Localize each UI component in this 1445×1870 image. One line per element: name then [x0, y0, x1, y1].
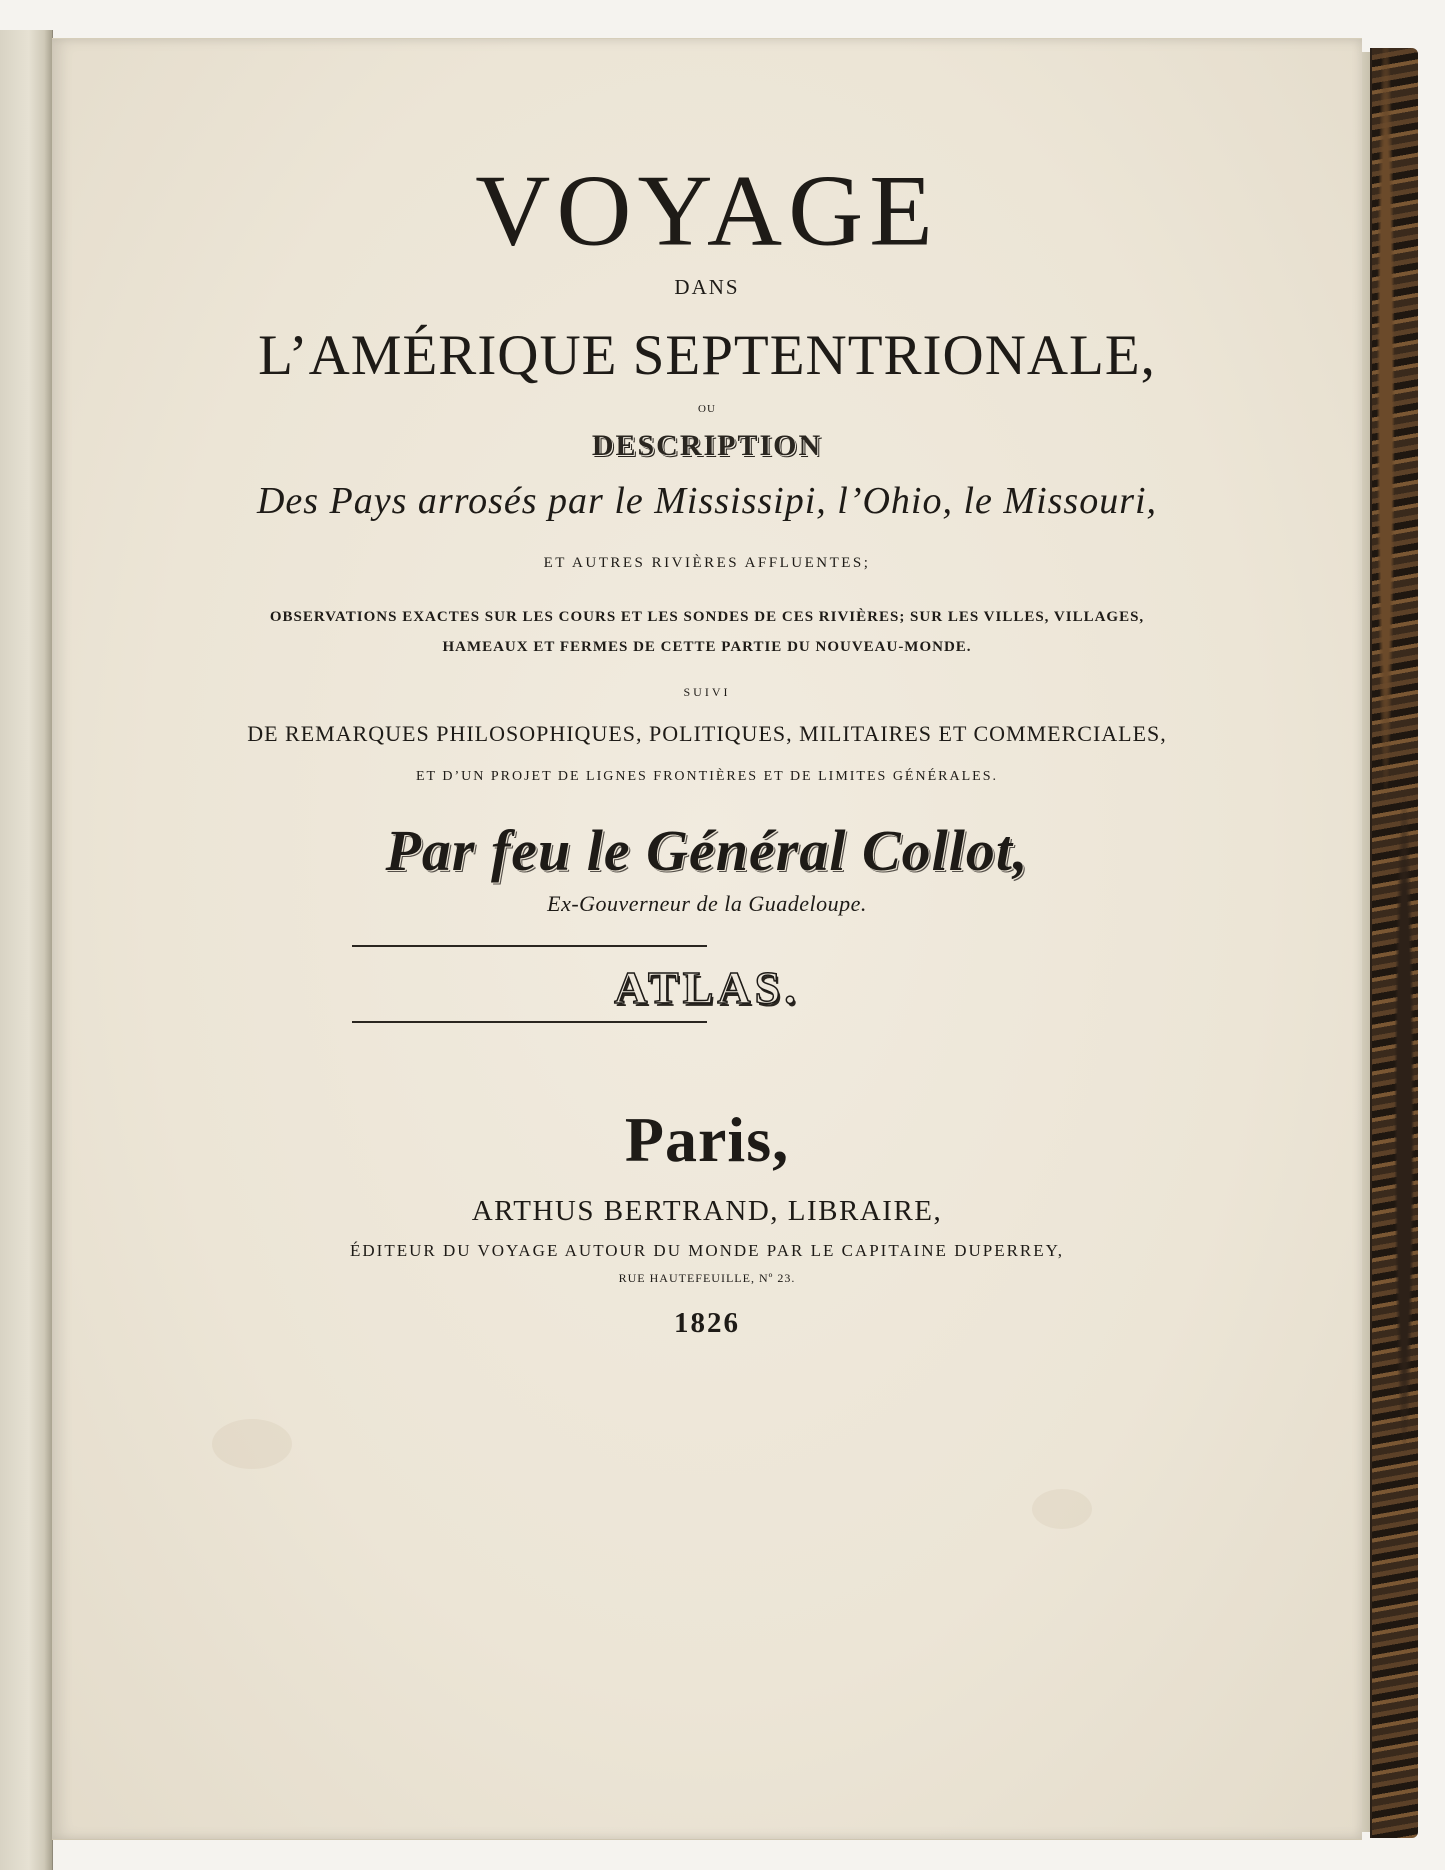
tributaries-line: ET AUTRES RIVIÈRES AFFLUENTES; — [543, 555, 871, 571]
remarks-line: DE REMARQUES PHILOSOPHIQUES, POLITIQUES, MILITAIRES ET COMMERCIALES, — [247, 721, 1167, 746]
publication-year: 1826 — [674, 1307, 740, 1339]
book-subtitle: L’AMÉRIQUE SEPTENTRIONALE, — [258, 324, 1156, 387]
foxing-spot — [1032, 1489, 1092, 1529]
publisher-description: ÉDITEUR DU VOYAGE AUTOUR DU MONDE PAR LE CAPITAINE DUPERREY, — [350, 1241, 1064, 1260]
description-heading: DESCRIPTION — [591, 429, 823, 462]
title-connector-ou: OU — [698, 403, 716, 415]
marbled-cover-board — [1370, 48, 1418, 1838]
rivers-line: Des Pays arrosés par le Mississipi, l’Ohio, le Missouri, — [256, 480, 1158, 522]
observations-line-2: HAMEAUX ET FERMES DE CETTE PARTIE DU NOUVEAU-MONDE. — [442, 639, 972, 655]
imprint-city: Paris, — [624, 1104, 790, 1175]
left-page-edge — [0, 30, 53, 1870]
atlas-heading: ATLAS. — [614, 962, 800, 1013]
rule-top — [352, 945, 707, 947]
title-connector-dans: DANS — [674, 275, 740, 299]
foxing-spot — [212, 1419, 292, 1469]
suivi-connector: SUIVI — [683, 685, 731, 699]
book-title: VOYAGE — [475, 154, 939, 267]
title-page — [52, 38, 1362, 1840]
author-role: Ex-Gouverneur de la Guadeloupe. — [547, 891, 867, 916]
observations-line-1: OBSERVATIONS EXACTES SUR LES COURS ET LES SONDES DE CES RIVIÈRES; SUR LES VILLES, VILLAGES, — [269, 609, 1145, 625]
project-line: ET D’UN PROJET DE LIGNES FRONTIÈRES ET DE LIMITES GÉNÉRALES. — [416, 769, 998, 784]
publisher-address: RUE HAUTEFEUILLE, Nº 23. — [618, 1271, 796, 1285]
publisher-name: ARTHUS BERTRAND, LIBRAIRE, — [471, 1195, 943, 1227]
author-name: Par feu le Général Collot, — [385, 818, 1029, 883]
rule-bottom — [352, 1021, 707, 1023]
